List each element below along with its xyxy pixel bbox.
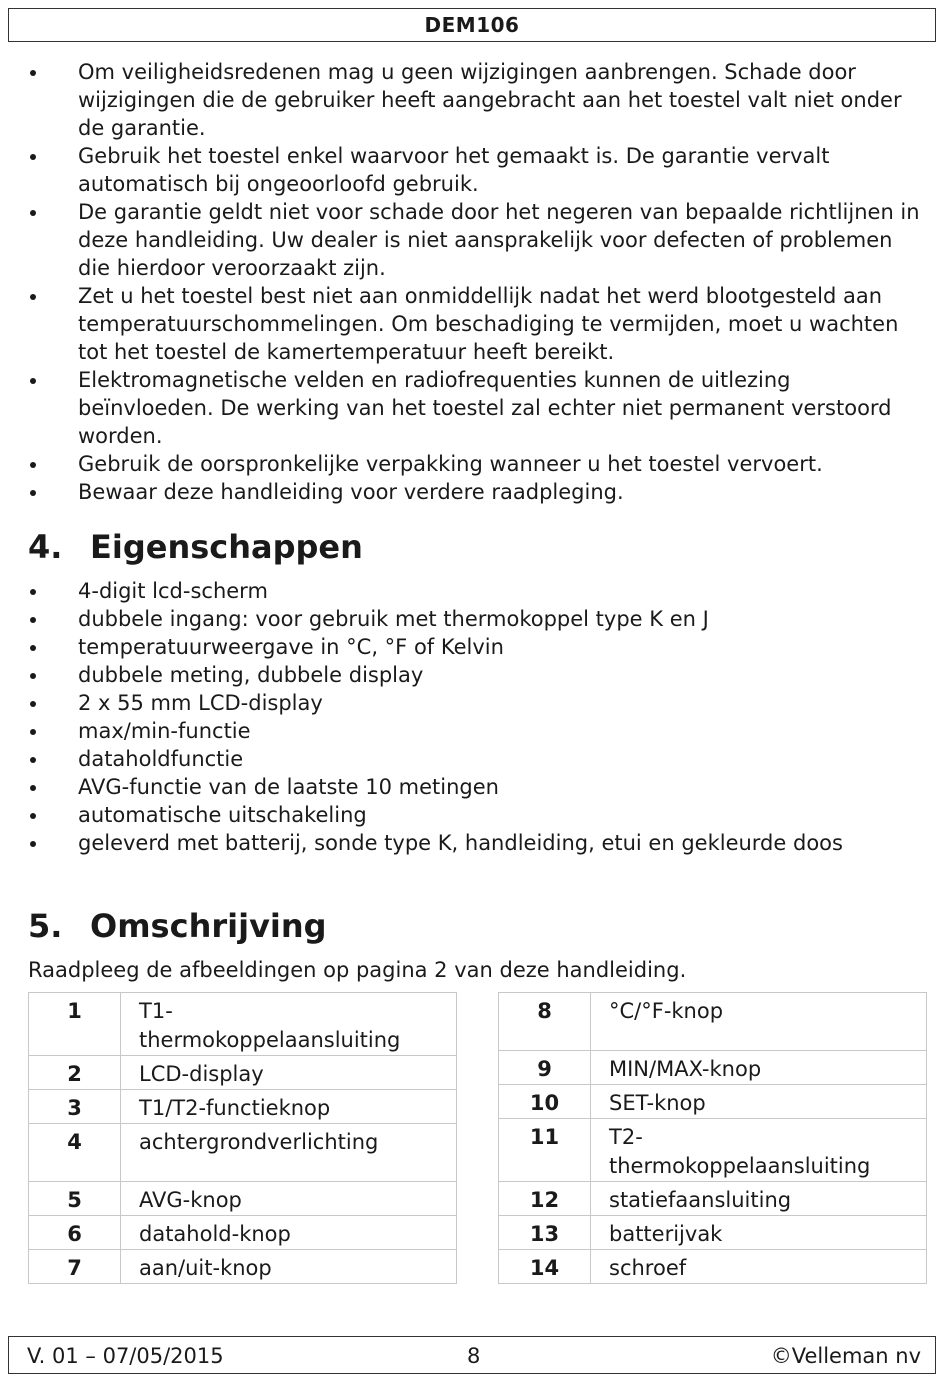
part-number: 12 bbox=[499, 1182, 591, 1216]
part-label: statiefaansluiting bbox=[591, 1182, 927, 1216]
part-number: 8 bbox=[499, 993, 591, 1051]
part-label: achtergrondverlichting bbox=[121, 1124, 457, 1182]
part-label: °C/°F-knop bbox=[591, 993, 927, 1051]
list-item: AVG-functie van de laatste 10 metingen bbox=[28, 773, 928, 801]
part-number: 5 bbox=[29, 1182, 121, 1216]
part-label: MIN/MAX-knop bbox=[591, 1051, 927, 1085]
list-item: geleverd met batterij, sonde type K, handleiding, etui en gekleurde doos bbox=[28, 829, 928, 857]
section-number: 4. bbox=[28, 528, 63, 566]
table-row bbox=[499, 1119, 927, 1182]
part-label: LCD-display bbox=[121, 1056, 457, 1090]
part-label: batterijvak bbox=[591, 1216, 927, 1250]
list-item: Bewaar deze handleiding voor verdere raadpleging. bbox=[28, 478, 928, 506]
part-label: T2- thermokoppelaansluiting bbox=[591, 1119, 927, 1182]
section-title: Eigenschappen bbox=[90, 528, 363, 566]
table-row bbox=[29, 1056, 457, 1090]
part-label: schroef bbox=[591, 1250, 927, 1284]
list-item: Gebruik het toestel enkel waarvoor het gemaakt is. De garantie vervalt automatisch bij ongeoorloofd gebruik. bbox=[28, 142, 928, 198]
part-number: 10 bbox=[499, 1085, 591, 1119]
features-list bbox=[28, 577, 928, 857]
part-number: 3 bbox=[29, 1090, 121, 1124]
parts-table-left bbox=[28, 992, 457, 1284]
header-title: DEM106 bbox=[424, 13, 520, 37]
part-number: 4 bbox=[29, 1124, 121, 1182]
list-item: max/min-functie bbox=[28, 717, 928, 745]
list-item: dubbele meting, dubbele display bbox=[28, 661, 928, 689]
part-number: 14 bbox=[499, 1250, 591, 1284]
list-item: Elektromagnetische velden en radiofrequenties kunnen de uitlezing beïnvloeden. De werking van het toestel zal echter niet permanent verstoord worden. bbox=[28, 366, 928, 450]
table-row bbox=[29, 1124, 457, 1182]
section-title: Omschrijving bbox=[90, 907, 327, 945]
part-number: 11 bbox=[499, 1119, 591, 1182]
part-number: 6 bbox=[29, 1216, 121, 1250]
footer-version: V. 01 – 07/05/2015 bbox=[27, 1344, 224, 1368]
section-number: 5. bbox=[28, 907, 63, 945]
warnings-list bbox=[28, 58, 928, 506]
page-header bbox=[8, 8, 936, 42]
part-number: 2 bbox=[29, 1056, 121, 1090]
footer-page-number: 8 bbox=[467, 1344, 481, 1368]
part-number: 9 bbox=[499, 1051, 591, 1085]
section-heading-omschrijving bbox=[28, 906, 327, 946]
part-label: T1- thermokoppelaansluiting bbox=[121, 993, 457, 1056]
table-row bbox=[29, 1090, 457, 1124]
table-row bbox=[499, 993, 927, 1051]
list-item: Zet u het toestel best niet aan onmiddellijk nadat het werd blootgesteld aan temperatuurschommelingen. Om beschadiging te vermijden, moet u wachten tot het toestel de kamertemperatuur heeft bereikt. bbox=[28, 282, 928, 366]
section-intro: Raadpleeg de afbeeldingen op pagina 2 van deze handleiding. bbox=[28, 958, 687, 982]
list-item: automatische uitschakeling bbox=[28, 801, 928, 829]
table-row bbox=[29, 1216, 457, 1250]
list-item: dubbele ingang: voor gebruik met thermokoppel type K en J bbox=[28, 605, 928, 633]
table-row bbox=[499, 1182, 927, 1216]
list-item: dataholdfunctie bbox=[28, 745, 928, 773]
table-row bbox=[499, 1085, 927, 1119]
list-item: Gebruik de oorspronkelijke verpakking wanneer u het toestel vervoert. bbox=[28, 450, 928, 478]
part-label: datahold-knop bbox=[121, 1216, 457, 1250]
table-row bbox=[29, 1250, 457, 1284]
part-label: AVG-knop bbox=[121, 1182, 457, 1216]
part-label: T1/T2-functieknop bbox=[121, 1090, 457, 1124]
section-heading-eigenschappen bbox=[28, 527, 363, 567]
page-footer bbox=[8, 1336, 936, 1374]
list-item: Om veiligheidsredenen mag u geen wijzigingen aanbrengen. Schade door wijzigingen die de gebruiker heeft aangebracht aan het toestel valt niet onder de garantie. bbox=[28, 58, 928, 142]
part-number: 7 bbox=[29, 1250, 121, 1284]
part-label: SET-knop bbox=[591, 1085, 927, 1119]
part-number: 13 bbox=[499, 1216, 591, 1250]
part-number: 1 bbox=[29, 993, 121, 1056]
table-row bbox=[499, 1051, 927, 1085]
list-item: temperatuurweergave in °C, °F of Kelvin bbox=[28, 633, 928, 661]
list-item: 4-digit lcd-scherm bbox=[28, 577, 928, 605]
parts-table-right bbox=[498, 992, 927, 1284]
table-row bbox=[499, 1216, 927, 1250]
footer-copyright: ©Velleman nv bbox=[770, 1344, 921, 1368]
table-row bbox=[29, 1182, 457, 1216]
table-row bbox=[499, 1250, 927, 1284]
part-label: aan/uit-knop bbox=[121, 1250, 457, 1284]
list-item: 2 x 55 mm LCD-display bbox=[28, 689, 928, 717]
list-item: De garantie geldt niet voor schade door het negeren van bepaalde richtlijnen in deze handleiding. Uw dealer is niet aansprakelijk voor defecten of problemen die hierdoor veroorzaakt zijn. bbox=[28, 198, 928, 282]
table-row bbox=[29, 993, 457, 1056]
